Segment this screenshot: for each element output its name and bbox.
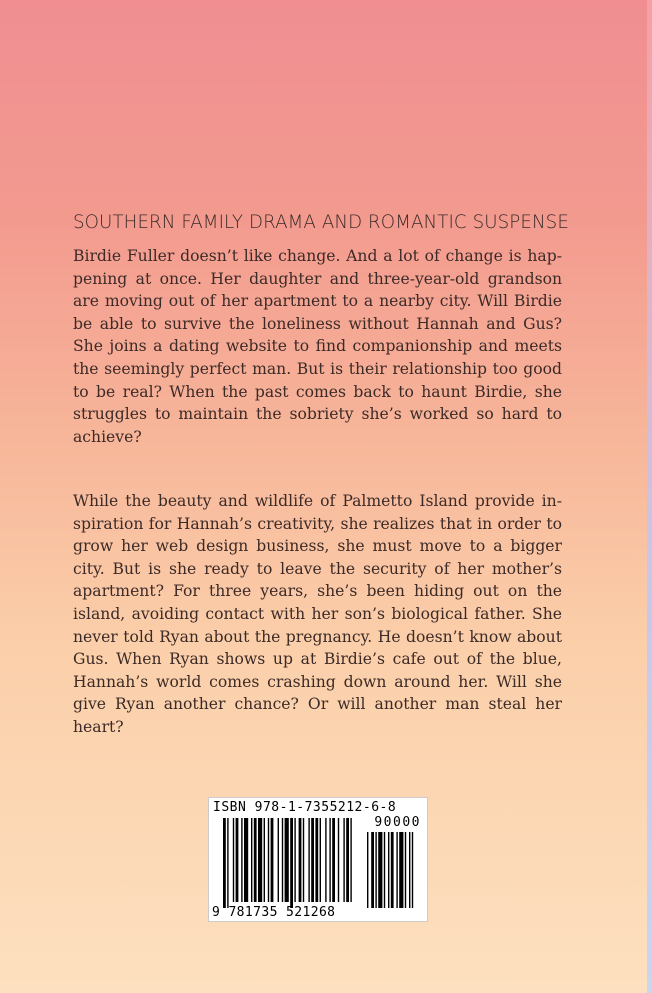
barcode-bar	[320, 818, 321, 902]
barcode-bar	[303, 818, 304, 902]
price-addon-bars	[367, 832, 413, 908]
addon-bar	[405, 832, 406, 908]
barcode-bar	[311, 818, 314, 902]
isbn-barcode	[208, 797, 428, 922]
addon-bar	[399, 832, 403, 908]
barcode-bar	[290, 818, 293, 908]
spine-edge	[647, 0, 652, 993]
addon-bar	[378, 832, 382, 908]
ean-bars	[223, 818, 352, 908]
price-code: 90000	[374, 815, 421, 830]
barcode-bar	[268, 818, 269, 902]
barcode-bar	[285, 818, 289, 902]
addon-bar	[375, 832, 376, 908]
ean-digits: 9 781735 521268	[212, 905, 336, 920]
barcode-bar	[338, 818, 339, 902]
addon-bar	[384, 832, 385, 908]
barcode-bar	[227, 818, 228, 908]
barcode-bar	[299, 818, 302, 902]
isbn-number: ISBN 978-1-7355212-6-8	[213, 800, 397, 815]
barcode-bar	[294, 818, 295, 902]
barcode-bar	[233, 818, 234, 902]
genre-heading: SOUTHERN FAMILY DRAMA AND ROMANTIC SUSPENSE	[73, 212, 569, 233]
blurb-paragraph-2: While the beauty and wildlife of Palmetto Island provide inspiration for Hannah’s creativity, she realizes that in order to grow her web design business, she must move to a bigger city. But is she ready to leave the security of her mother’s apartment? For three years, she’s been hiding out on the island, avoiding contact with her son’s biological father. She never told Ryan about the pregnancy. He doesn’t know about Gus. When Ryan shows up at Birdie’s cafe out of the blue, Hannah’s world comes crashing down around her. Will she give Ryan another chance? Or will another man steal her heart?	[73, 492, 562, 736]
barcode-bar	[325, 818, 326, 902]
barcode-bar	[264, 818, 265, 902]
barcode-bar	[308, 818, 309, 902]
barcode-bar	[332, 818, 335, 902]
addon-bar	[367, 832, 368, 908]
addon-bar	[388, 832, 389, 908]
addon-bar	[409, 832, 410, 908]
barcode-bar	[241, 818, 242, 902]
barcode-bar	[251, 818, 252, 902]
addon-bar	[412, 832, 413, 908]
barcode-bar	[271, 818, 274, 902]
blurb-paragraph-1: Birdie Fuller doesn’t like change. And a lot of change is happening at once. Her daughter and three-year-old grandson are moving out of her apartment to a nearby city. Will Birdie be able to survive the loneliness without Hannah and Gus? She joins a dating website to find companionship and meets the seemingly perfect man. But is their relationship too good to be real? When the past comes back to haunt Birdie, she struggles to maintain the sobriety she’s worked so hard to achieve?	[73, 247, 562, 446]
barcode-bar	[223, 818, 226, 908]
barcode-bar	[343, 818, 344, 902]
barcode-bar	[346, 818, 349, 902]
addon-bar	[371, 832, 374, 908]
barcode-bar	[329, 818, 330, 902]
barcode-bar	[350, 818, 351, 902]
barcode-bar	[236, 818, 239, 902]
barcode-bar	[244, 818, 248, 902]
barcode-bar	[282, 818, 283, 902]
barcode-bar	[254, 818, 257, 902]
barcode-bar	[258, 818, 262, 902]
addon-bar	[396, 832, 397, 908]
barcode-bar	[315, 818, 318, 902]
addon-bar	[391, 832, 394, 908]
barcode-bar	[278, 818, 279, 902]
